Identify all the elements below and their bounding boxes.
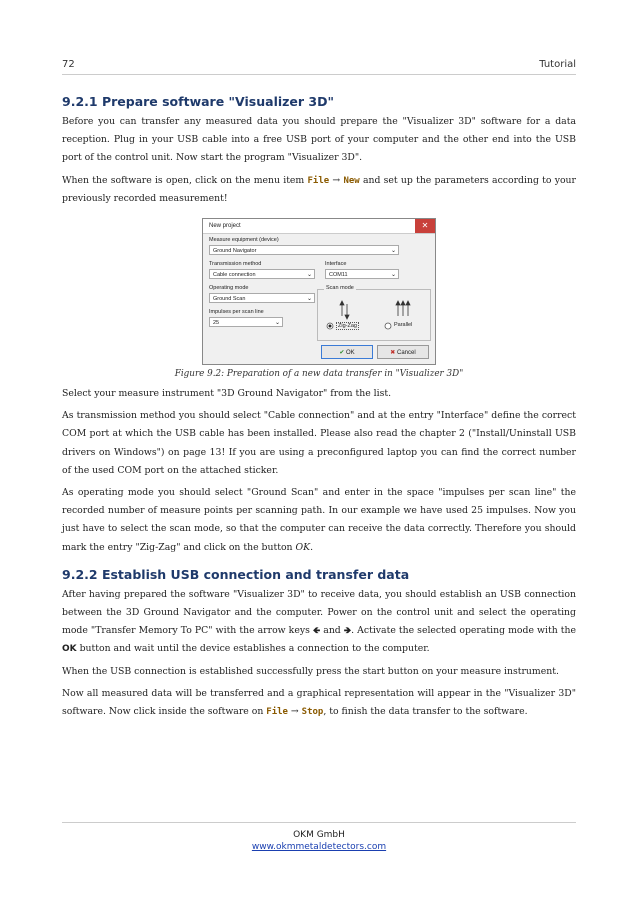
ok-button[interactable]: ✔ OK <box>321 345 373 359</box>
transmission-method-label: Transmission method <box>209 261 262 268</box>
header-divider <box>62 74 576 75</box>
main-content <box>62 84 576 725</box>
measure-equipment-label: Measure equipment (device) <box>209 237 279 244</box>
section-title: Tutorial <box>539 59 576 70</box>
dialog-title: New project <box>209 223 241 230</box>
measure-equipment-select[interactable]: Ground Navigator ⌄ <box>209 245 399 255</box>
zigzag-radio[interactable]: Zig-Zag <box>338 323 357 330</box>
interface-label: Interface <box>325 261 347 268</box>
cancel-icon: ✖ <box>390 350 396 357</box>
menu-stop-ref: Stop <box>301 707 324 718</box>
footer-website-link[interactable]: www.okmmetaldetectors.com <box>251 842 387 852</box>
impulses-label: Impulses per scan line <box>209 309 264 316</box>
paragraph-intro: Before you can transfer any measured data you should prepare the "Visualizer 3D" software for a data reception. Plug in your USB cable into a free USB port of your computer and the other end into the USB port of the control unit. Now start the program "Visualizer 3D". <box>62 116 576 164</box>
arrow-left-icon: 🡸 <box>312 626 321 637</box>
checkmark-icon: ✔ <box>339 350 345 357</box>
operating-mode-select[interactable]: Ground Scan ⌄ <box>209 293 315 303</box>
menu-file-ref: File <box>307 175 330 186</box>
heading-prepare-software: 9.2.1 Prepare software "Visualizer 3D" <box>62 94 334 109</box>
arrow-right-icon: 🡺 <box>343 626 352 637</box>
chevron-down-icon: ⌄ <box>306 272 312 279</box>
scan-mode-label: Scan mode <box>326 285 354 292</box>
chevron-down-icon: ⌄ <box>390 248 396 255</box>
page-number: 72 <box>62 59 75 70</box>
impulses-input[interactable]: 25 ⌄ <box>209 317 283 327</box>
paragraph-establish-connection: After having prepared the software "Visualizer 3D" to receive data, you should establish an USB connection between the 3D Ground Navigator and the computer. Power on the control unit and select the operating mode "Transfer Memory To PC" with the arrow keys 🡸 and 🡺. Activate the selected operating mode with the OK button and wait until the device establishes a connection to the computer. <box>62 588 576 655</box>
chevron-down-icon: ⌄ <box>274 320 280 327</box>
close-icon[interactable]: ✕ <box>415 219 435 233</box>
cancel-button[interactable]: ✖ Cancel <box>377 345 429 359</box>
page-footer <box>0 829 638 853</box>
menu-file-ref: File <box>266 707 288 718</box>
operating-mode-label: Operating mode <box>209 285 249 292</box>
chevron-down-icon: ⌄ <box>390 272 396 279</box>
paragraph-select-instrument: Select your measure instrument "3D Ground Navigator" from the list. <box>62 388 392 400</box>
page-header <box>62 59 576 70</box>
new-project-dialog-figure <box>202 218 436 365</box>
parallel-radio[interactable]: Parallel <box>394 322 413 329</box>
footer-divider <box>62 822 576 823</box>
scan-mode-icons <box>318 290 430 340</box>
scan-mode-group <box>317 285 431 341</box>
paragraph-transmission: As transmission method you should select "Cable connection" and at the entry "Interface" define the correct COM port at which the USB cable has been installed. Please also read the chapter 2 ("Install/Uninstall USB drivers on Windows") on page 13! If you are using a preconfigured laptop you can find the correct number of the used COM port on the attached sticker. <box>62 410 576 476</box>
footer-company: OKM GmbH <box>293 830 345 840</box>
paragraph-transfer: Now all measured data will be transferred and a graphical representation will appear in the "Visualizer 3D" software. Now click inside the software on File → Stop, to finish the data transfer to the software. <box>62 687 576 718</box>
paragraph-operating-mode: As operating mode you should select "Ground Scan" and enter in the space "impulses per scan line" the recorded number of measure points per scanning path. In our example we have used 25 impulses. Now you just have to select the scan mode, so that the computer can receive the data correctly. Therefore you should mark the entry "Zig-Zag" and click on the button OK. <box>62 487 576 553</box>
paragraph-start-button: When the USB connection is established successfully press the start button on your measure instrument. <box>62 665 559 677</box>
interface-select[interactable]: COM11 ⌄ <box>325 269 399 279</box>
figure-caption: Figure 9.2: Preparation of a new data transfer in "Visualizer 3D" <box>174 369 464 380</box>
chevron-down-icon: ⌄ <box>306 296 312 303</box>
ok-key-ref: OK <box>62 644 77 655</box>
menu-new-ref: New <box>343 175 360 186</box>
dialog-titlebar <box>203 219 435 234</box>
transmission-method-select[interactable]: Cable connection ⌄ <box>209 269 315 279</box>
heading-usb-connection: 9.2.2 Establish USB connection and transfer data <box>62 566 410 582</box>
paragraph-menu-instruction: When the software is open, click on the menu item File → New and set up the parameters according to your previously recorded measurement! <box>62 174 576 204</box>
